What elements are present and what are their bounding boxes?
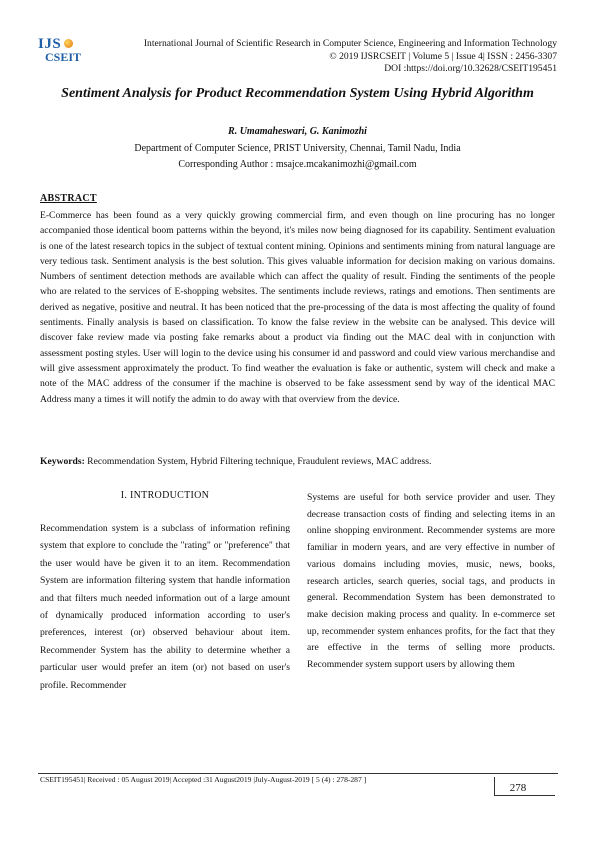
keywords-label: Keywords: [40,456,85,467]
introduction-column-left: Recommendation system is a subclass of information refining system that explore to conclude the "rating" or "preference" that the user would have be given it to an item. Recommendation System are information filtering system that handle information and that filters much needed information out of a large amount of dynamically produced information according to user's preferences, interest (or) observed behaviour about item. Recommender System has the ability to determine whether a particular user would prefer an item (or) not based on user's profile. Recommender [40,523,290,691]
journal-doi: DOI :https://doi.org/10.32628/CSEIT195451 [384,63,557,75]
paper-authors: R. Umamaheswari, G. Kanimozhi [228,126,367,137]
logo-text-cseit: CSEIT [45,50,82,64]
footer-divider [38,773,558,774]
journal-issue: © 2019 IJSRCSEIT | Volume 5 | Issue 4| ISSN : 2456-3307 [329,50,557,62]
section-heading-introduction: I. INTRODUCTION [120,490,210,501]
keywords-text: Recommendation System, Hybrid Filtering technique, Fraudulent reviews, MAC address. [87,456,432,467]
abstract-text: E-Commerce has been found as a very quickly growing commercial firm, and even though on line procuring has no longer accompanied those identical boom patterns within the beyond, it's miles now being diagnosed for its capability. Sentiment evaluation is one of the latest research topics in the subject of textual content mining. Opinions and sentiments mining from natural language are very tedious task. Sentiment analysis is the best solution. This gives valuable information for decision making on various domains. Numbers of sentiment detection methods are available which can affect the quality of result. Finding the sentiments of the people who are related to the services of E-shopping websites. The sentiments include reviews, ratings and emotions. Then sentiments are derived as negative, positive and neutral. It has been noticed that the pre-processing of the data is most affecting the quality of found sentiments. Finally analysis is based on classification. To know the false review in the website can be analysed. This device will discover fake review made via posting fake remarks about a product via finding out the MAC deal with in conjunction with assessment posting styles. User will login to the device using his consumer id and password and could view various merchandise and will give assessment approximately the product. To find weather the evaluation is fake or authentic, system will check and make a note of the MAC address of the consumer if the machine is observed to be fake assessment send by way of the identical MAC Address many a times it will notify the admin to do away with that overview from the device. [40,210,555,405]
logo-globe-icon [64,39,73,48]
journal-header [87,38,557,76]
journal-name: International Journal of Scientific Research in Computer Science, Engineering and Information Technology [143,38,557,49]
logo-text-ijs: IJS [38,36,62,52]
corresponding-author: Corresponding Author : msajce.mcakanimozhi@gmail.com [178,159,417,170]
page-number: 278 [509,782,527,794]
paper-title: Sentiment Analysis for Product Recommendation System Using Hybrid Algorithm [61,86,534,101]
keywords-line [40,456,555,467]
journal-logo [38,36,90,68]
affiliation: Department of Computer Science, PRIST University, Chennai, Tamil Nadu, India [134,143,461,154]
footer-citation: CSEIT195451| Received : 05 August 2019| Accepted :31 August2019 |July-August-2019 [ 5 (4) : 278-287 ] [40,775,367,784]
affiliation-block [40,141,555,173]
abstract-heading: ABSTRACT [40,193,97,204]
introduction-column-right: Systems are useful for both service provider and user. They decrease transaction costs of finding and selecting items in an online shopping environment. Recommender systems are more familiar in modern years, and are very effective in number of various domains including movies, music, news, books, research articles, search queries, social tags, and products in general. Recommendation System has been demonstrated to make decision making process and quality. In e-commerce set up, recommender system enhances profits, for the fact that they are effective in the terms of selling more products. Recommender system support users by allowing them [307,492,555,671]
